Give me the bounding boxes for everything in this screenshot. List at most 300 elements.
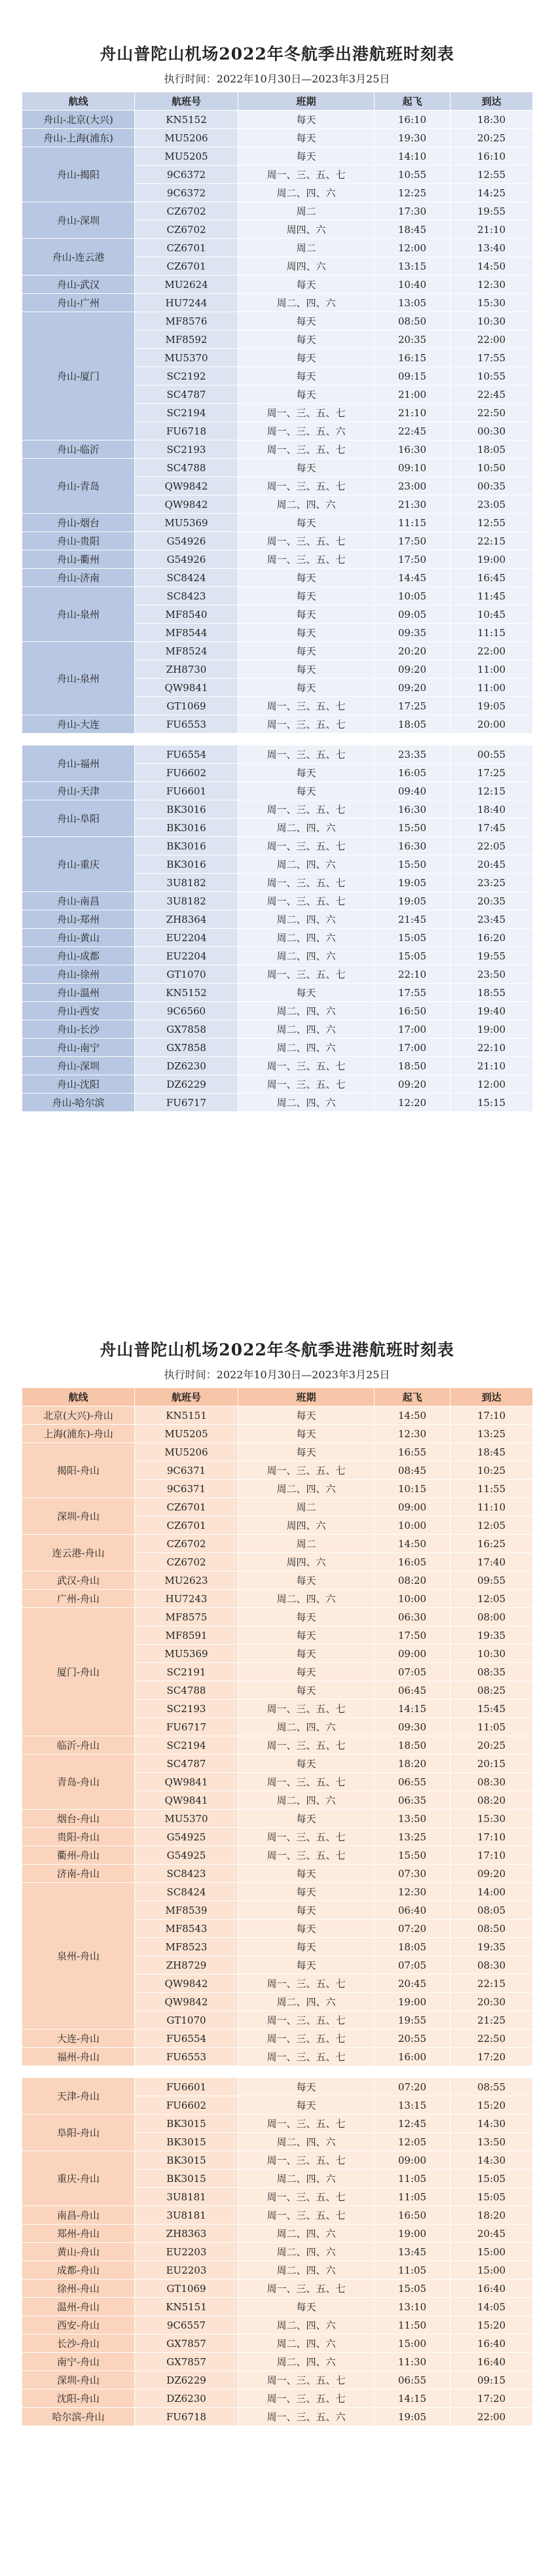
arrive-time: 20:45 [451,855,533,874]
table-row [22,745,533,764]
flight-number: FU6718 [135,2408,238,2426]
flight-days: 每天 [238,1406,375,1425]
route-cell: 温州-舟山 [22,2298,135,2316]
flight-days: 每天 [238,147,375,166]
flight-days: 每天 [238,1663,375,1681]
depart-time: 19:05 [375,892,451,910]
depart-time: 11:05 [375,2170,451,2188]
table-row [22,2261,533,2280]
route-cell: 沈阳-舟山 [22,2389,135,2408]
depart-time: 09:20 [375,660,451,679]
flight-days: 周二、四、六 [238,819,375,837]
flight-days: 每天 [238,1571,375,1590]
arrive-time: 17:55 [451,349,533,367]
arrive-time: 15:20 [451,2096,533,2115]
depart-time: 18:05 [375,715,451,734]
table-row [22,1571,533,1590]
depart-time: 11:15 [375,514,451,532]
arrive-time: 09:55 [451,1571,533,1590]
flight-number: MF8524 [135,642,238,660]
flight-days: 周二、四、六 [238,2261,375,2280]
arrive-time: 00:55 [451,745,533,764]
depart-time: 20:55 [375,2030,451,2048]
header-flight: 航班号 [135,1388,238,1406]
route-cell: 舟山-济南 [22,569,135,587]
flight-number: CZ6701 [135,257,238,276]
flight-days: 周二、四、六 [238,855,375,874]
depart-time: 14:50 [375,1406,451,1425]
flight-days: 每天 [238,1645,375,1663]
depart-time: 15:05 [375,929,451,947]
flight-number: 9C6560 [135,1002,238,1020]
flight-days: 周一、三、五、七 [238,2011,375,2030]
flight-number: BK3016 [135,800,238,819]
route-cell: 舟山-泉州 [22,642,135,715]
table-row [22,800,533,819]
route-cell: 舟山-温州 [22,984,135,1002]
route-cell: 武汉-舟山 [22,1571,135,1590]
route-cell: 舟山-南昌 [22,892,135,910]
arrive-time: 23:05 [451,495,533,514]
flight-number: EU2203 [135,2261,238,2280]
route-cell: 南昌-舟山 [22,2206,135,2225]
depart-time: 13:25 [375,1828,451,1846]
depart-time: 15:05 [375,947,451,965]
flight-number: SC8424 [135,1883,238,1901]
route-cell: 烟台-舟山 [22,1810,135,1828]
route-cell: 舟山-揭阳 [22,147,135,202]
arrive-time: 22:00 [451,642,533,660]
table-row [22,1002,533,1020]
flight-days: 周一、三、五、七 [238,1057,375,1075]
flight-days: 每天 [238,660,375,679]
arrive-time: 12:55 [451,514,533,532]
flight-number: SC2194 [135,404,238,422]
flight-number: MU2624 [135,276,238,294]
flight-days: 每天 [238,1920,375,1938]
flight-days: 周二、四、六 [238,294,375,312]
flight-days: 周一、三、五、七 [238,800,375,819]
flight-number: GT1069 [135,2280,238,2298]
route-cell: 南宁-舟山 [22,2353,135,2371]
flight-days: 每天 [238,385,375,404]
depart-time: 12:00 [375,239,451,257]
table-row [22,514,533,532]
depart-time: 10:00 [375,1590,451,1608]
arrive-time: 22:45 [451,385,533,404]
flight-days: 周一、三、五、七 [238,1075,375,1094]
arrive-time: 10:50 [451,459,533,477]
arrive-time: 20:25 [451,129,533,147]
flight-days: 周一、三、五、七 [238,2206,375,2225]
table-row [22,2353,533,2371]
route-cell: 舟山-阜阳 [22,800,135,837]
flight-days: 周二 [238,202,375,221]
depart-time: 09:10 [375,459,451,477]
inbound-table [22,1387,533,2426]
route-cell: 重庆-舟山 [22,2151,135,2206]
route-cell: 舟山-厦门 [22,312,135,440]
table-row [22,587,533,605]
route-cell: 青岛-舟山 [22,1755,135,1810]
flight-days: 每天 [238,1755,375,1773]
flight-number: G54925 [135,1846,238,1865]
depart-time: 15:05 [375,2280,451,2298]
depart-time: 14:15 [375,2389,451,2408]
flight-days: 周二、四、六 [238,2316,375,2334]
table-row [22,2389,533,2408]
depart-time: 09:30 [375,1718,451,1736]
depart-time: 12:20 [375,1094,451,1112]
flight-number: CZ6702 [135,1553,238,1571]
depart-time: 06:30 [375,1608,451,1626]
depart-time: 08:20 [375,1571,451,1590]
table-row [22,1094,533,1112]
arrive-time: 19:40 [451,1002,533,1020]
flight-number: CZ6702 [135,202,238,221]
depart-time: 16:30 [375,837,451,855]
flight-number: ZH8730 [135,660,238,679]
depart-time: 09:35 [375,624,451,642]
table-row [22,1039,533,1057]
arrive-time: 12:55 [451,166,533,184]
flight-number: DZ6229 [135,2371,238,2389]
route-cell: 舟山-临沂 [22,440,135,459]
arrive-time: 22:50 [451,2030,533,2048]
table-row [22,312,533,331]
gap-cell [22,734,533,745]
flight-days: 每天 [238,1681,375,1700]
depart-time: 17:50 [375,550,451,569]
depart-time: 10:55 [375,166,451,184]
table-row [22,2298,533,2316]
route-cell: 阜阳-舟山 [22,2115,135,2151]
arrive-time: 19:55 [451,947,533,965]
flight-number: SC2193 [135,440,238,459]
arrive-time: 18:40 [451,800,533,819]
table-row [22,459,533,477]
header-depart: 起飞 [375,1388,451,1406]
depart-time: 12:05 [375,2133,451,2151]
depart-time: 06:40 [375,1901,451,1920]
flight-number: MF8576 [135,312,238,331]
table-row [22,1057,533,1075]
depart-time: 20:45 [375,1975,451,1993]
route-cell: 舟山-武汉 [22,276,135,294]
arrive-time: 16:20 [451,929,533,947]
arrive-time: 08:25 [451,1681,533,1700]
flight-number: DZ6229 [135,1075,238,1094]
flight-number: SC4788 [135,459,238,477]
depart-time: 09:00 [375,1645,451,1663]
flight-number: SC4787 [135,1755,238,1773]
flight-days: 周二、四、六 [238,2170,375,2188]
route-cell: 舟山-长沙 [22,1020,135,1039]
flight-days: 周二、四、六 [238,2243,375,2261]
arrive-time: 23:45 [451,910,533,929]
flight-number: GT1069 [135,697,238,715]
flight-days: 周一、三、五、七 [238,892,375,910]
arrive-time: 12:05 [451,1590,533,1608]
arrive-time: 14:30 [451,2115,533,2133]
arrive-time: 19:35 [451,1938,533,1956]
table-row [22,984,533,1002]
flight-days: 周四、六 [238,257,375,276]
arrive-time: 12:05 [451,1516,533,1535]
arrive-time: 08:55 [451,2078,533,2096]
route-cell: 长沙-舟山 [22,2334,135,2353]
route-cell: 舟山-深圳 [22,202,135,239]
table-row [22,2115,533,2133]
flight-number: EU2204 [135,929,238,947]
depart-time: 16:50 [375,2206,451,2225]
table-row [22,837,533,855]
flight-days: 每天 [238,984,375,1002]
depart-time: 19:05 [375,2408,451,2426]
route-cell: 舟山-郑州 [22,910,135,929]
flight-days: 每天 [238,129,375,147]
table-row [22,1608,533,1626]
route-cell: 舟山-贵阳 [22,532,135,550]
flight-days: 每天 [238,1883,375,1901]
depart-time: 13:05 [375,294,451,312]
table-row [22,2048,533,2066]
depart-time: 14:10 [375,147,451,166]
flight-days: 每天 [238,1956,375,1975]
depart-time: 15:50 [375,1846,451,1865]
flight-days: 周一、三、五、七 [238,2371,375,2389]
flight-number: ZH8729 [135,1956,238,1975]
outbound-title: 舟山普陀山机场2022年冬航季出港航班时刻表 [100,45,454,63]
arrive-time: 16:25 [451,1535,533,1553]
route-cell: 舟山-成都 [22,947,135,965]
flight-days: 每天 [238,587,375,605]
table-row [22,1846,533,1865]
depart-time: 19:30 [375,129,451,147]
route-cell: 大连-舟山 [22,2030,135,2048]
table-row [22,965,533,984]
flight-number: SC4787 [135,385,238,404]
flight-days: 周一、三、五、七 [238,837,375,855]
outbound-table [22,92,533,1112]
arrive-time: 21:10 [451,221,533,239]
arrive-time: 08:35 [451,1663,533,1681]
depart-time: 16:50 [375,1002,451,1020]
depart-time: 18:50 [375,1736,451,1755]
flight-number: BK3016 [135,819,238,837]
flight-days: 每天 [238,1938,375,1956]
depart-time: 12:30 [375,1883,451,1901]
flight-number: FU6601 [135,2078,238,2096]
depart-time: 16:05 [375,1553,451,1571]
depart-time: 11:05 [375,2261,451,2280]
flight-days: 周一、三、五、七 [238,745,375,764]
route-cell: 舟山-黄山 [22,929,135,947]
flight-number: GX7857 [135,2353,238,2371]
route-cell: 黄山-舟山 [22,2243,135,2261]
flight-number: QW9841 [135,679,238,697]
table-gap [22,734,533,745]
flight-number: BK3016 [135,855,238,874]
flight-days: 周二、四、六 [238,184,375,202]
flight-days: 周二、四、六 [238,1590,375,1608]
route-cell: 成都-舟山 [22,2261,135,2280]
flight-days: 每天 [238,1810,375,1828]
arrive-time: 16:40 [451,2334,533,2353]
arrive-time: 20:15 [451,1755,533,1773]
depart-time: 09:05 [375,605,451,624]
flight-number: GT1070 [135,965,238,984]
arrive-time: 16:40 [451,2280,533,2298]
table-row [22,715,533,734]
table-row [22,2243,533,2261]
arrive-time: 10:45 [451,605,533,624]
flight-number: SC2193 [135,1700,238,1718]
table-row [22,294,533,312]
flight-number: 3U8182 [135,874,238,892]
flight-number: KN5151 [135,2298,238,2316]
depart-time: 16:30 [375,440,451,459]
flight-number: BK3015 [135,2151,238,2170]
flight-number: CZ6702 [135,221,238,239]
flight-number: G54926 [135,550,238,569]
arrive-time: 08:30 [451,1773,533,1791]
arrive-time: 19:55 [451,202,533,221]
flight-days: 周一、三、五、七 [238,2151,375,2170]
depart-time: 15:00 [375,2334,451,2353]
arrive-time: 15:30 [451,1810,533,1828]
depart-time: 16:15 [375,349,451,367]
flight-number: FU6553 [135,715,238,734]
flight-days: 周一、三、五、七 [238,697,375,715]
header-days: 班期 [238,1388,375,1406]
flight-number: G54925 [135,1828,238,1846]
flight-number: HU7244 [135,294,238,312]
depart-time: 13:15 [375,257,451,276]
depart-time: 09:40 [375,782,451,800]
arrive-time: 13:25 [451,1425,533,1443]
flight-number: QW9841 [135,1773,238,1791]
arrive-time: 12:00 [451,1075,533,1094]
table-row [22,2371,533,2389]
table-row [22,440,533,459]
table-row [22,550,533,569]
flight-number: MF8592 [135,331,238,349]
depart-time: 09:00 [375,1498,451,1516]
depart-time: 19:00 [375,1993,451,2011]
route-cell: 泉州-舟山 [22,1883,135,2030]
depart-time: 09:15 [375,367,451,385]
arrive-time: 20:30 [451,1993,533,2011]
table-row [22,2280,533,2298]
depart-time: 06:35 [375,1791,451,1810]
depart-time: 16:05 [375,764,451,782]
table-row [22,2225,533,2243]
arrive-time: 22:15 [451,1975,533,1993]
header-route: 航线 [22,1388,135,1406]
route-cell: 舟山-福州 [22,745,135,782]
depart-time: 07:05 [375,1663,451,1681]
arrive-time: 16:40 [451,2353,533,2371]
flight-days: 每天 [238,605,375,624]
arrive-time: 19:35 [451,1626,533,1645]
route-cell: 舟山-沈阳 [22,1075,135,1094]
arrive-time: 18:30 [451,111,533,129]
flight-number: FU6717 [135,1094,238,1112]
depart-time: 10:00 [375,1516,451,1535]
table-gap [22,2066,533,2078]
table-row [22,892,533,910]
route-cell: 济南-舟山 [22,1865,135,1883]
route-cell: 舟山-大连 [22,715,135,734]
depart-time: 19:05 [375,874,451,892]
flight-days: 周一、三、五、七 [238,2280,375,2298]
depart-time: 17:00 [375,1020,451,1039]
flight-days: 周二、四、六 [238,929,375,947]
depart-time: 11:05 [375,2188,451,2206]
route-cell: 连云港-舟山 [22,1535,135,1571]
route-cell: 临沂-舟山 [22,1736,135,1755]
depart-time: 06:55 [375,1773,451,1791]
arrive-time: 00:35 [451,477,533,495]
header-days: 班期 [238,92,375,111]
route-cell: 舟山-衢州 [22,550,135,569]
arrive-time: 15:00 [451,2243,533,2261]
flight-number: 3U8182 [135,892,238,910]
flight-number: MU5370 [135,1810,238,1828]
depart-time: 22:45 [375,422,451,440]
table-row [22,276,533,294]
route-cell: 上海(浦东)-舟山 [22,1425,135,1443]
arrive-time: 15:20 [451,2316,533,2334]
flight-days: 周二 [238,1498,375,1516]
flight-number: KN5151 [135,1406,238,1425]
flight-days: 周四、六 [238,1516,375,1535]
arrive-time: 11:15 [451,624,533,642]
flight-number: GX7858 [135,1020,238,1039]
flight-days: 周一、三、五、七 [238,1700,375,1718]
depart-time: 12:45 [375,2115,451,2133]
arrive-time: 13:50 [451,2133,533,2151]
depart-time: 12:30 [375,1425,451,1443]
flight-number: FU6554 [135,745,238,764]
flight-number: FU6717 [135,1718,238,1736]
flight-number: 9C6557 [135,2316,238,2334]
route-cell: 衢州-舟山 [22,1846,135,1865]
arrive-time: 11:05 [451,1718,533,1736]
flight-days: 每天 [238,2096,375,2115]
flight-days: 周二、四、六 [238,1002,375,1020]
route-cell: 广州-舟山 [22,1590,135,1608]
flight-days: 周二、四、六 [238,910,375,929]
table-row [22,2078,533,2096]
flight-days: 周一、三、五、七 [238,1773,375,1791]
arrive-time: 10:25 [451,1461,533,1480]
table-row [22,642,533,660]
flight-days: 周一、三、五、七 [238,1461,375,1480]
flight-days: 周一、三、五、七 [238,2389,375,2408]
route-cell: 舟山-烟台 [22,514,135,532]
depart-time: 16:10 [375,111,451,129]
arrive-time: 20:00 [451,715,533,734]
flight-days: 每天 [238,1626,375,1645]
table-row [22,2408,533,2426]
outbound-section [0,39,554,89]
flight-days: 周一、三、五、七 [238,404,375,422]
route-cell: 北京(大兴)-舟山 [22,1406,135,1425]
route-cell: 舟山-北京(大兴) [22,111,135,129]
flight-number: QW9842 [135,1975,238,1993]
